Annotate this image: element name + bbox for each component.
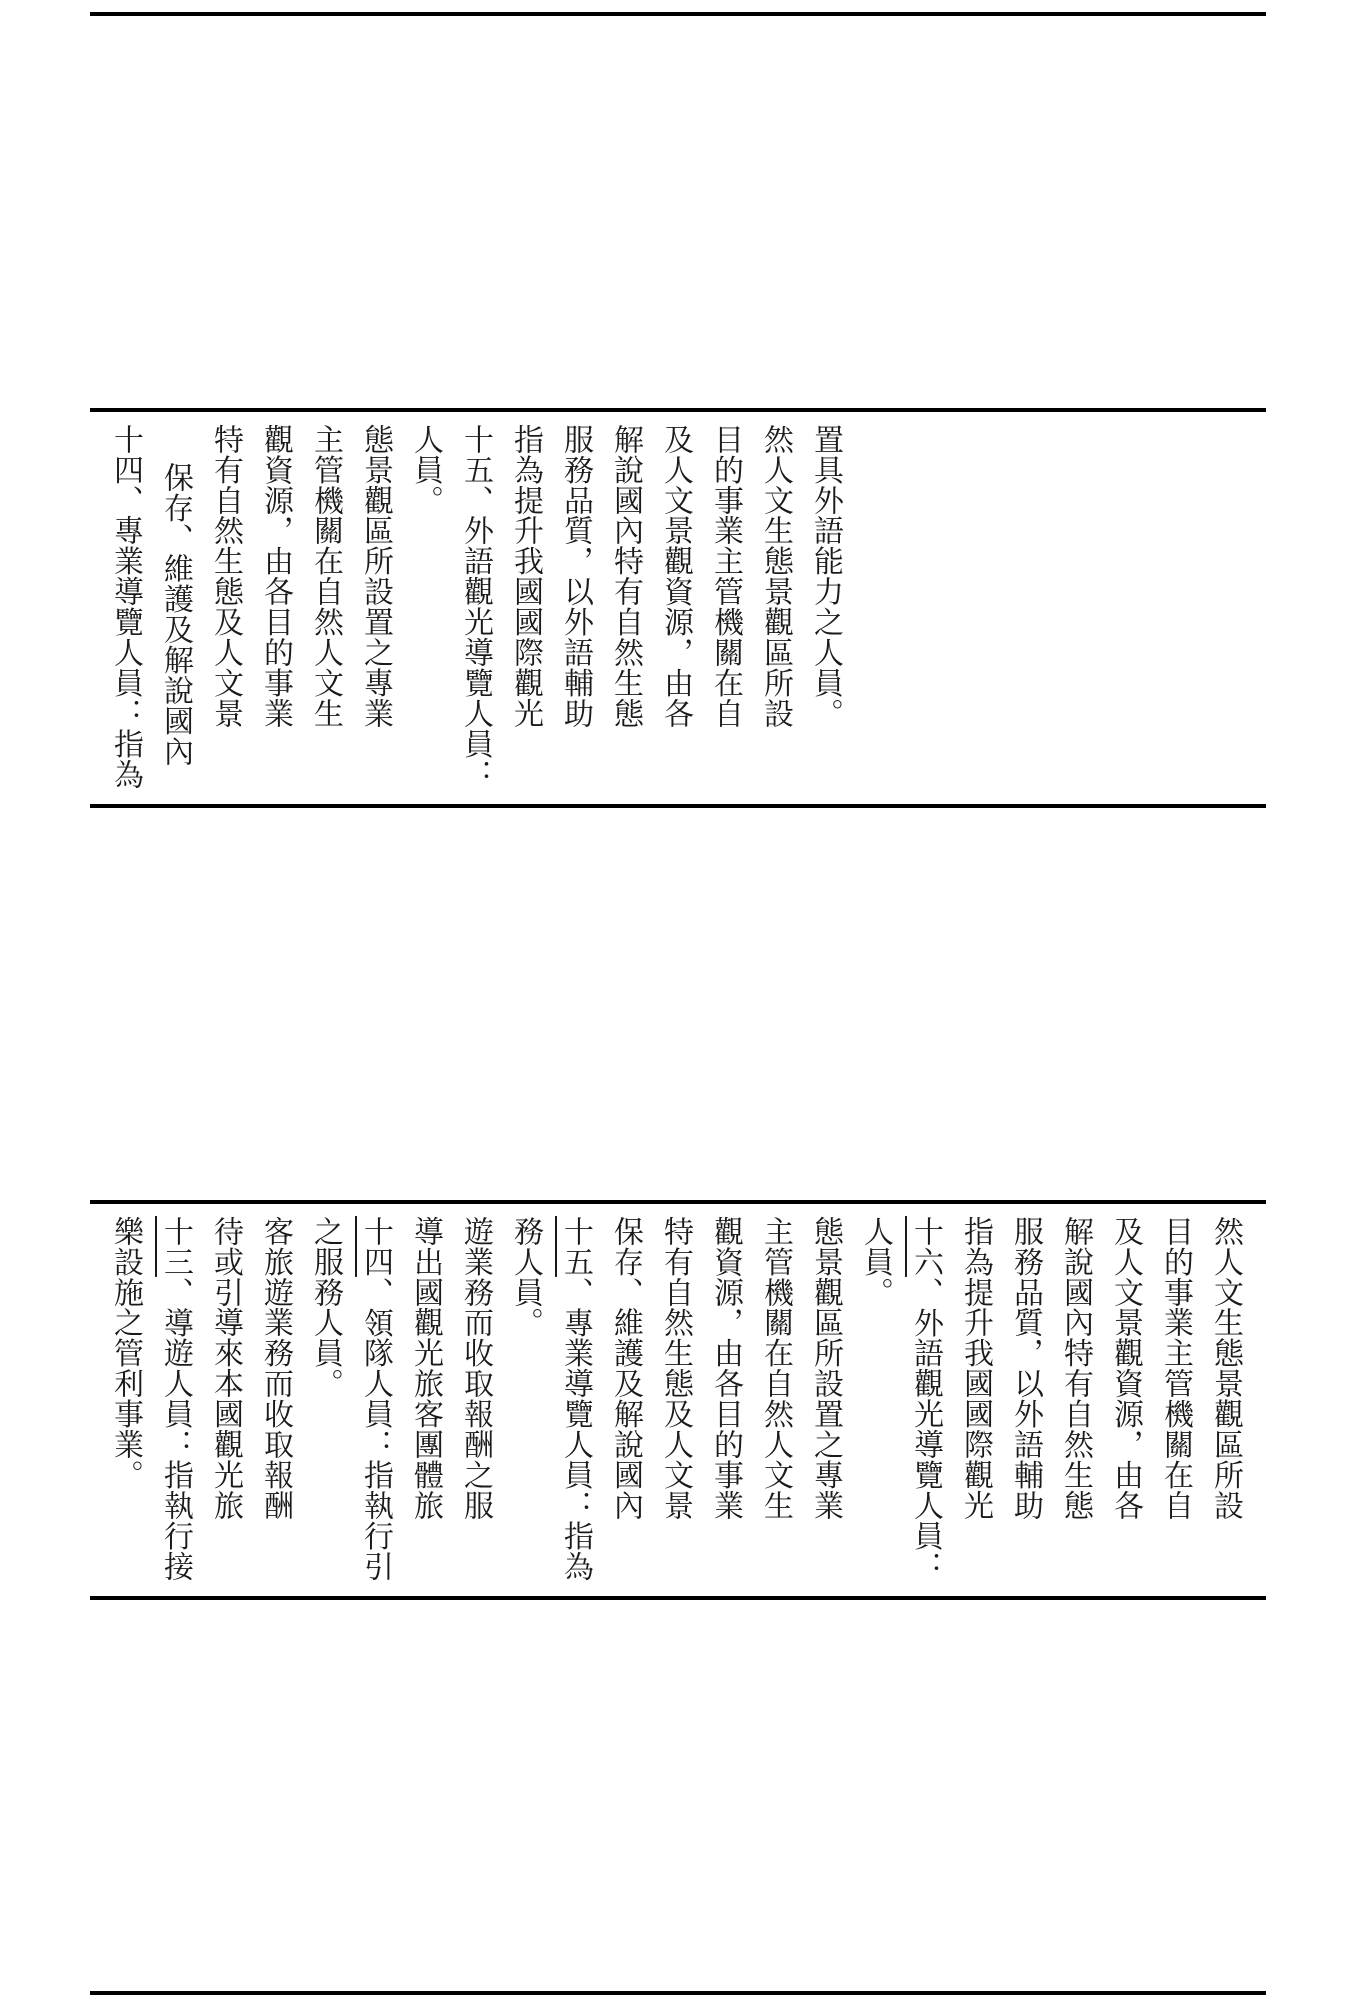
text-column-rest: 、領隊人員：指執行引 xyxy=(358,1276,393,1582)
article-number-underlined: 十四 xyxy=(358,1216,393,1277)
text-column: 指為提升我國國際觀光 xyxy=(508,424,543,729)
text-column: 目的事業主管機關在自 xyxy=(708,424,743,729)
text-column: 待或引導來本國觀光旅 xyxy=(208,1216,243,1521)
text-column: 服務品質，以外語輔助 xyxy=(558,424,593,729)
text-column: 態景觀區所設置之專業 xyxy=(808,1216,843,1521)
text-column: 特有自然生態及人文景 xyxy=(208,424,243,729)
article-number-underlined: 十六 xyxy=(908,1216,943,1277)
text-column: 指為提升我國國際觀光 xyxy=(958,1216,993,1521)
text-column-rest: 、專業導覽人員：指為 xyxy=(558,1276,593,1582)
text-column: 人員。 xyxy=(408,424,443,516)
text-column xyxy=(158,1216,192,1581)
text-column: 解說國內特有自然生態 xyxy=(608,424,643,729)
text-column: 樂設施之管利事業。 xyxy=(108,1216,143,1491)
text-column: 及人文景觀資源，由各 xyxy=(1108,1216,1143,1521)
article-number-underlined: 十五 xyxy=(558,1216,593,1277)
text-column: 及人文景觀資源，由各 xyxy=(658,424,693,729)
text-column: 然人文生態景觀區所設 xyxy=(1208,1216,1243,1521)
text-column: 主管機關在自然人文生 xyxy=(758,1216,793,1521)
text-column: 人員。 xyxy=(858,1216,893,1308)
article-number-underlined: 十三 xyxy=(158,1216,193,1277)
text-column xyxy=(908,1216,942,1581)
text-column: 態景觀區所設置之專業 xyxy=(358,424,393,729)
text-column: 然人文生態景觀區所設 xyxy=(758,424,793,729)
text-column: 置具外語能力之人員。 xyxy=(808,424,843,729)
text-column: 十五、外語觀光導覽人員： xyxy=(458,424,493,790)
text-column: 導出國觀光旅客團體旅 xyxy=(408,1216,443,1521)
bottom-rule xyxy=(90,1991,1266,1995)
text-column: 客旅遊業務而收取報酬 xyxy=(258,1216,293,1521)
upper-block-bottom-rule xyxy=(90,804,1266,808)
lower-block-top-rule xyxy=(90,1200,1266,1204)
text-column xyxy=(558,1216,592,1581)
text-column: 保存、維護及解說國內 xyxy=(158,462,193,767)
text-column: 觀資源，由各目的事業 xyxy=(708,1216,743,1521)
lower-block-bottom-rule xyxy=(90,1596,1266,1600)
text-column: 目的事業主管機關在自 xyxy=(1158,1216,1193,1521)
text-column xyxy=(358,1216,392,1581)
text-column-rest: 、外語觀光導覽人員： xyxy=(908,1276,943,1582)
text-column: 主管機關在自然人文生 xyxy=(308,424,343,729)
text-column: 之服務人員。 xyxy=(308,1216,343,1399)
text-column: 解說國內特有自然生態 xyxy=(1058,1216,1093,1521)
text-column: 十四、專業導覽人員：指為 xyxy=(108,424,143,790)
text-column: 遊業務而收取報酬之服 xyxy=(458,1216,493,1521)
upper-block-top-rule xyxy=(90,408,1266,412)
text-column: 務人員。 xyxy=(508,1216,543,1338)
text-column: 服務品質，以外語輔助 xyxy=(1008,1216,1043,1521)
text-column-rest: 、導遊人員：指執行接 xyxy=(158,1276,193,1582)
text-column: 保存、維護及解說國內 xyxy=(608,1216,643,1521)
text-column: 特有自然生態及人文景 xyxy=(658,1216,693,1521)
top-rule xyxy=(90,12,1266,16)
text-column: 觀資源，由各目的事業 xyxy=(258,424,293,729)
